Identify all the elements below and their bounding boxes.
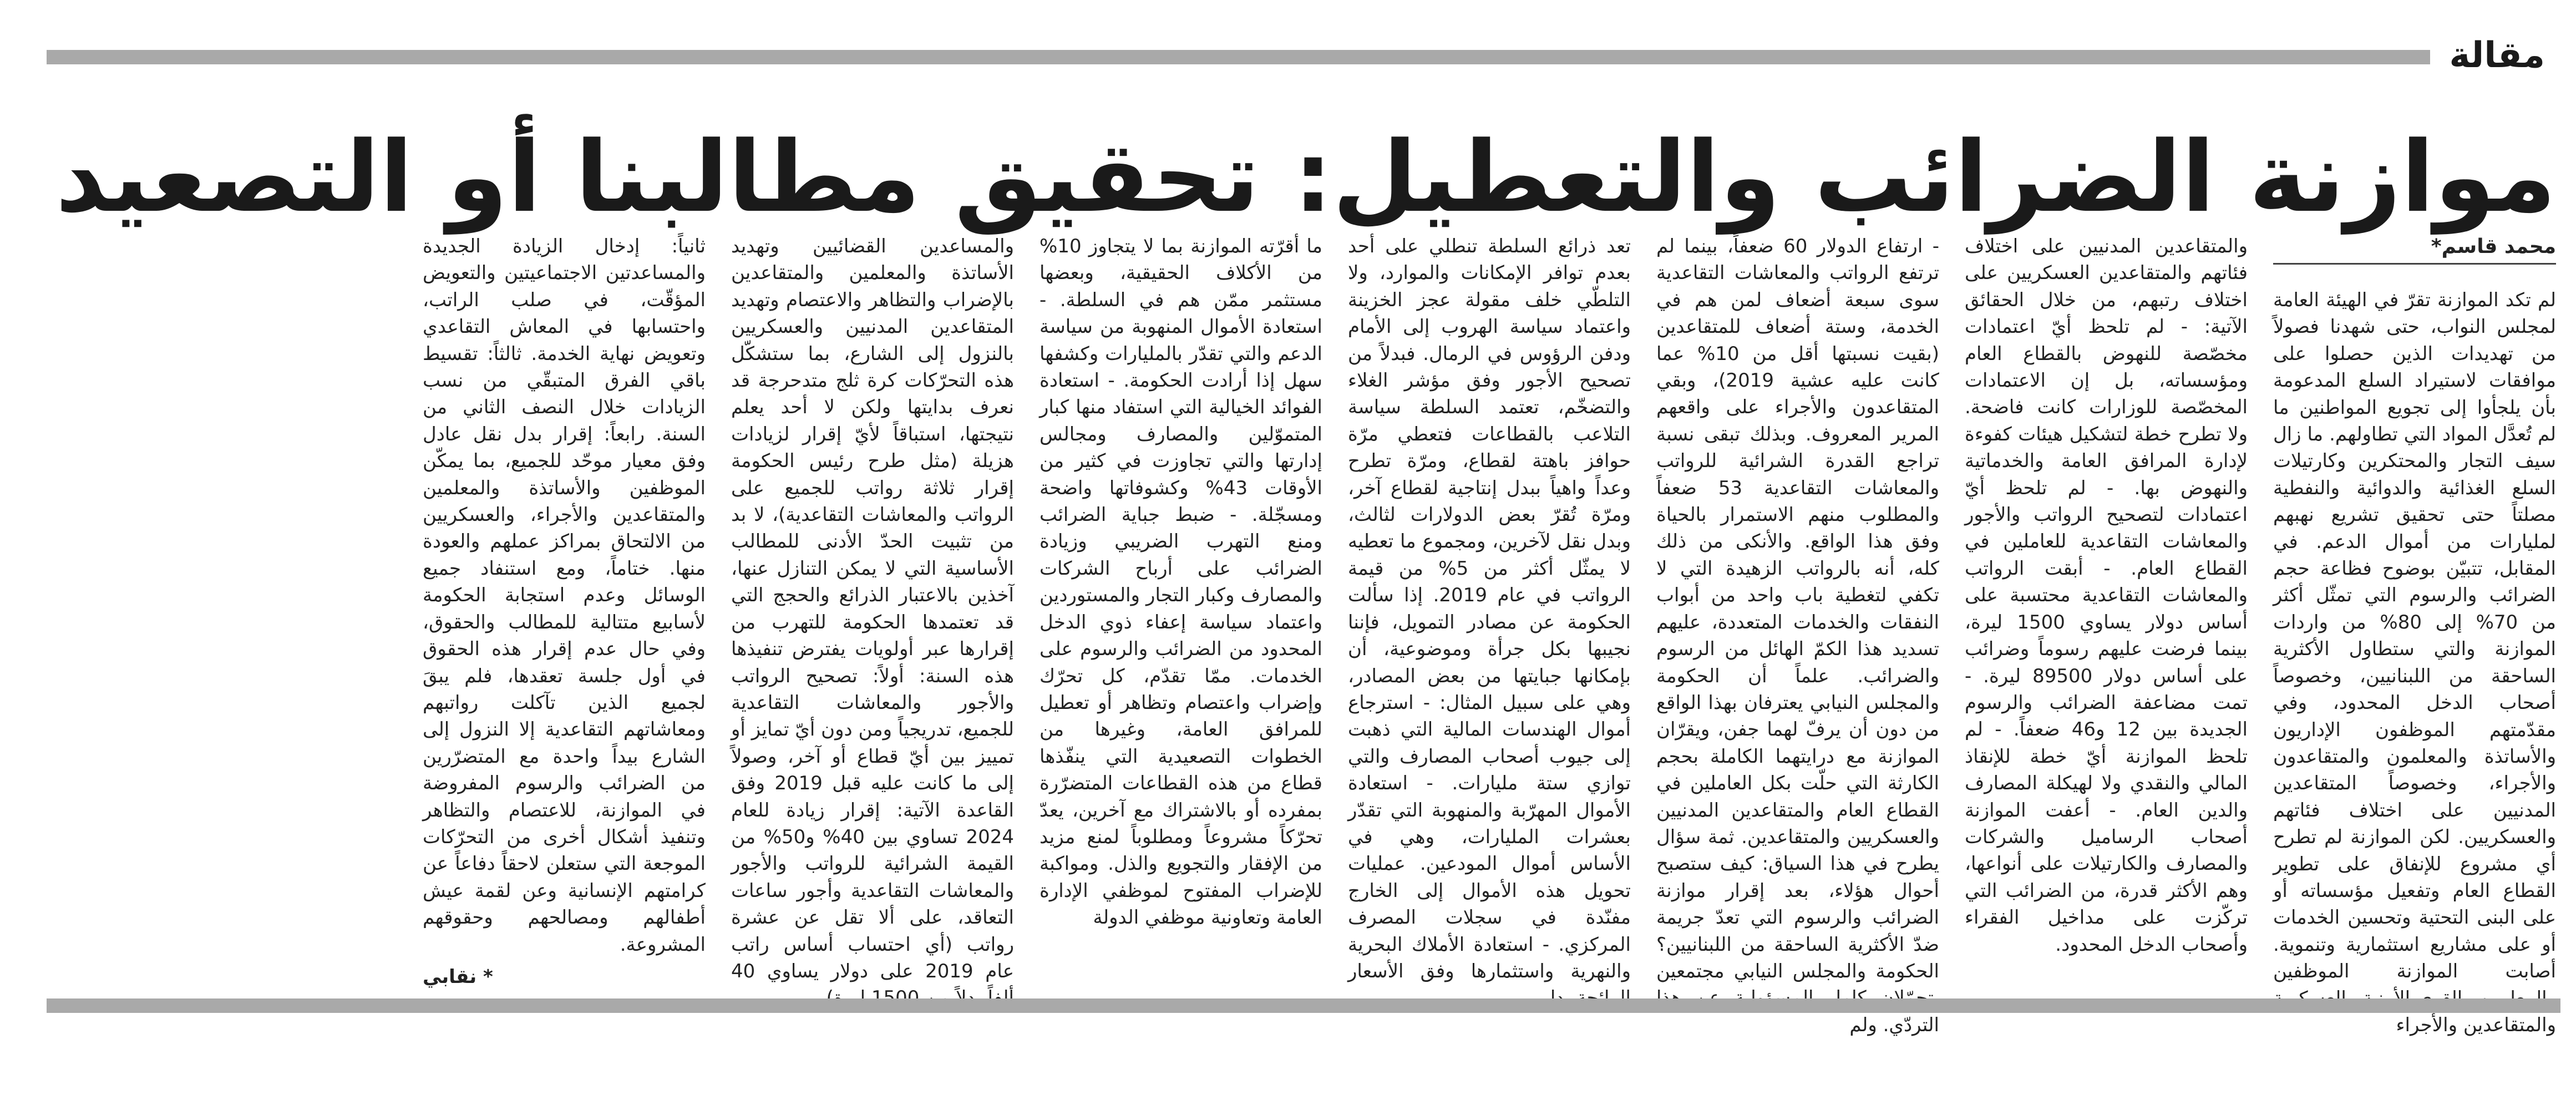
author-mark: * xyxy=(2431,235,2442,258)
article-column-7 xyxy=(423,233,706,988)
author-byline xyxy=(2273,233,2556,265)
article-column-2 xyxy=(1965,233,2248,976)
column-text: والمتقاعدين المدنيين على اختلاف فئاتهم والمتقاعدين العسكريين على اختلاف رتبهم، من خلال الحقائق الآتية: - لم تلحظ أيّ اعتمادات مخصّصة للنهوض بالقطاع العام ومؤسساته، بل إن الاعتمادات المخصّصة للوزارات كانت فاضحة. ولا تطرح خطة لتشكيل هيئات كفوءة لإدارة المرافق العامة والخدماتية والنهوض بها. - لم تلحظ أيّ اعتمادات لتصحيح الرواتب والأجور والمعاشات التقاعدية للعاملين في القطاع العام. - أبقت الرواتب والمعاشات التقاعدية محتسبة على أساس دولار يساوي 1500 ليرة، بينما فرضت عليهم رسوماً وضرائب على أساس دولار 89500 ليرة. - تمت مضاعفة الضرائب والرسوم الجديدة بين 12 و46 ضعفاً. - لم تلحظ الموازنة أيّ خطة للإنقاذ المالي والنقدي ولا لهيكلة المصارف والدين العام. - أعفت الموازنة أصحاب الرساميل والشركات والمصارف والكارتيلات على أنواعها، وهم الأكثر قدرة، من الضرائب التي تركّزت على مداخيل الفقراء وأصحاب الدخل المحدود. xyxy=(1965,235,2248,956)
author-signoff: * نقابي xyxy=(423,965,493,988)
article-column-4 xyxy=(1348,233,1631,982)
article-headline: موازنة الضرائب والتعطيل: تحقيق مطالبنا أو التصعيد xyxy=(55,120,2556,234)
column-text: ثانياً: إدخال الزيادة الجديدة والمساعدتين الاجتماعيتين والتعويض المؤقّت، في صلب الراتب، واحتسابها في المعاش التقاعدي وتعويض نهاية الخدمة. ثالثاً: تقسيط باقي الفرق المتبقّي من نسب الزيادات خلال النصف الثاني من السنة. رابعاً: إقرار بدل نقل عادل وفق معيار موحّد للجميع، بما يمكّن الموظفين والأساتذة والمعلمين والمتقاعدين والأجراء، والعسكريين من الالتحاق بمراكز عملهم والعودة منها. ختاماً، ومع استنفاد جميع الوسائل وعدم استجابة الحكومة لأسابيع متتالية للمطالب والحقوق، وفي حال عدم إقرار هذه الحقوق في أول جلسة تعقدها، فلم يبقَ لجميع الذين تآكلت رواتبهم ومعاشاتهم التقاعدية إلا النزول إلى الشارع بيداً واحدة مع المتضرّرين من الضرائب والرسوم المفروضة في الموازنة، للاعتصام والتظاهر وتنفيذ أشكال أخرى من التحرّكات الموجعة التي ستعلن لاحقاً دفاعاً عن كرامتهم الإنسانية وعن لقمة عيش أطفالهم ومصالحهم وحقوقهم المشروعة. xyxy=(423,235,706,956)
column-text: - ارتفاع الدولار 60 ضعفاً، بينما لم ترتفع الرواتب والمعاشات التقاعدية سوى سبعة أضعاف لمن هم في الخدمة، وستة أضعاف للمتقاعدين (بقيت نسبتها أقل من 10% عما كانت عليه عشية 2019)، وبقي المتقاعدون والأجراء على واقعهم المرير المعروف. وبذلك تبقى نسبة تراجع القدرة الشرائية للرواتب والمعاشات التقاعدية 53 ضعفاً والمطلوب منهم الاستمرار بالحياة وفق هذا الواقع. والأنكى من ذلك كله، أنه بالرواتب الزهيدة التي لا تكفي لتغطية باب واحد من أبواب النفقات والخدمات المتعددة، عليهم تسديد هذا الكمّ الهائل من الرسوم والضرائب. علماً أن الحكومة والمجلس النيابي يعترفان بهذا الواقع من دون أن يرفّ لهما جفن، ويقرّان الموازنة مع درايتهما الكاملة بحجم الكارثة التي حلّت بكل العاملين في القطاع العام والمتقاعدين المدنيين والعسكريين والمتقاعدين. ثمة سؤال يطرح في هذا السياق: كيف ستصبح أحوال هؤلاء، بعد إقرار موازنة الضرائب والرسوم التي تعدّ جريمة ضدّ الأكثرية الساحقة من اللبنانيين؟ الحكومة والمجلس النيابي مجتمعين التردّي. ولم xyxy=(1656,235,1940,1036)
article-column-6 xyxy=(731,233,1014,982)
article-column-5 xyxy=(1039,233,1322,976)
column-text: لم تكد الموازنة تقرّ في الهيئة العامة لمجلس النواب، حتى شهدنا فصولاً من تهديدات الذين حصلوا على موافقات لاستيراد السلع المدعومة بأن يلجأوا إلى تجويع المواطنين ما لم تُعدَّل المواد التي تطاولهم. ما زال سيف التجار والمحتكرين وكارتيلات السلع الغذائية والدوائية والنفطية مصلتاً حتى تحقيق تشريع نهبهم لمليارات من أموال الدعم. في المقابل، تتبيّن بوضوح فظاعة حجم الضرائب والرسوم التي تمثّل أكثر من 70% إلى 80% من واردات الموازنة والتي ستطاول الأكثرية الساحقة من اللبنانيين، وخصوصاً أصحاب الدخل المحدود، وفي مقدّمتهم الموظفون الإداريون والأساتذة والمعلمون والمتقاعدون والأجراء، وخصوصاً المتقاعدين المدنيين على اختلاف فئاتهم والعسكريين. لكن الموازنة لم تطرح أي مشروع للإنفاق على تطوير القطاع العام وتفعيل مؤسساته أو على البنى التحتية وتحسين الخدمات أو على مشاريع استثمارية وتنموية. أصابت الموازنة الموظفين والمتقاعدين والأجراء xyxy=(2273,289,2556,1036)
article-column-3 xyxy=(1656,233,1940,1036)
bottom-rule xyxy=(47,998,2560,1013)
article-column-1 xyxy=(2273,233,2556,1036)
column-text: تعد ذرائع السلطة تنطلي على أحد بعدم توافر الإمكانات والموارد، ولا التلطّي خلف مقولة عجز الخزينة واعتماد سياسة الهروب إلى الأمام ودفن الرؤوس في الرمال. فبدلاً من تصحيح الأجور وفق مؤشر الغلاء والتضخّم، تعتمد السلطة سياسة التلاعب بالقطاعات فتعطي مرّة حوافز باهتة لقطاع، ومرّة تطرح وعداً واهياً ببدل إنتاجية لقطاع آخر، ومرّة تُقرّ بعض الدولارات لثالث، وبدل نقل لآخرين، ومجموع ما تعطيه لا يمثّل أكثر من 5% من قيمة الرواتب في عام 2019. إذا سألت الحكومة عن مصادر التمويل، فإننا نجيبها بكل جرأة وموضوعية، أن بإمكانها جبايتها من بعض المصادر، وهي على سبيل المثال: - استرجاع أموال الهندسات المالية التي ذهبت إلى جيوب أصحاب المصارف والتي توازي ستة مليارات. - استعادة الأموال المهرّبة والمنهوبة التي تقدّر بعشرات المليارات، وهي في الأساس أموال المودعين. عمليات تحويل هذه الأموال إلى الخارج مفنّدة في سجلات المصرف المركزي. - استعادة الأملاك البحرية والنهرية واستثمارها وفق الأسعار xyxy=(1348,235,1631,982)
column-text: ما أقرّته الموازنة بما لا يتجاوز 10% من الأكلاف الحقيقية، وبعضها مستثمر ممّن هم في السلطة. - استعادة الأموال المنهوبة من سياسة الدعم والتي تقدّر بالمليارات وكشفها سهل إذا أرادت الحكومة. - استعادة الفوائد الخيالية التي استفاد منها كبار المتموّلين والمصارف ومجالس إدارتها والتي تجاوزت في كثير من الأوقات 43% وكشوفاتها واضحة ومسجّلة. - ضبط جباية الضرائب ومنع التهرب الضريبي وزيادة الضرائب على أرباح الشركات والمصارف وكبار التجار والمستوردين واعتماد سياسة إعفاء ذوي الدخل المحدود من الضرائب والرسوم على الخدمات. ممّا تقدّم، كل تحرّك وإضراب واعتصام وتظاهر أو تعطيل للمرافق العامة، وغيرها من الخطوات التصعيدية التي ينفّذها قطاع من هذه القطاعات المتضرّرة بمفرده أو بالاشتراك مع آخرين، يعدّ تحرّكاً مشروعاً ومطلوباً لمنع مزيد من الإفقار والتجويع والذل. ومواكبة للإضراب المفتوح لموظفي الإدارة العامة وتعاونية موظفي الدولة xyxy=(1039,235,1322,929)
section-label: مقالة xyxy=(2430,36,2560,75)
top-rule xyxy=(47,50,2560,64)
column-text: والمساعدين القضائيين وتهديد الأساتذة والمعلمين والمتقاعدين بالإضراب والتظاهر والاعتصام وتهديد المتقاعدين المدنيين والعسكريين بالنزول إلى الشارع، بما ستشكّل هذه التحرّكات كرة ثلج متدحرجة قد نعرف بدايتها ولكن لا أحد يعلم نتيجتها، استباقاً لأيّ إقرار لزيادات هزيلة (مثل طرح رئيس الحكومة إقرار ثلاثة رواتب للجميع على الرواتب والمعاشات التقاعدية)، لا بد من تثبيت الحدّ الأدنى للمطالب الأساسية التي لا يمكن التنازل عنها، آخذين بالاعتبار الذرائع والحجج التي قد تعتمدها الحكومة للتهرب من إقرارها عبر أولويات يفترض تنفيذها هذه السنة: أولاً: تصحيح الرواتب والأجور والمعاشات التقاعدية للجميع، تدريجياً ومن دون أيّ تمايز أو تمييز بين أيّ قطاع أو آخر، وصولاً إلى ما كانت عليه قبل 2019 وفق القاعدة الآتية: إقرار زيادة للعام 2024 تساوي بين 40% و50% من القيمة الشرائية للرواتب والأجور والمعاشات التقاعدية وأجور ساعات التعاقد، على ألا تقل عن عشرة رواتب (أي احتساب أساس راتب عام 2019 على دولار يساوي 40 xyxy=(731,235,1014,982)
author-name: محمد قاسم xyxy=(2441,235,2556,258)
